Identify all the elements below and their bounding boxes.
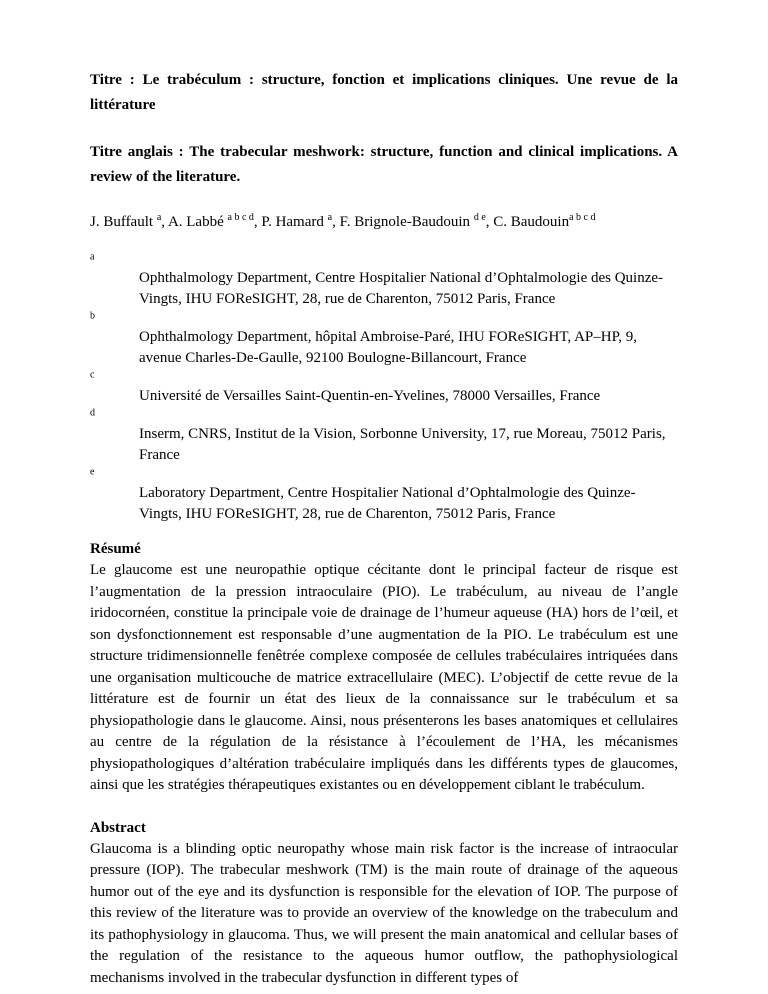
affiliations-list: [90, 251, 678, 525]
author-affiliation-marks: d e: [473, 212, 486, 223]
author-segment: [332, 214, 486, 230]
author-affiliation-marks: a b c d: [569, 212, 596, 223]
affiliation-item: [90, 310, 678, 369]
author-segment: [90, 214, 161, 230]
author-name: , A. Labbé: [161, 214, 228, 230]
abstract-heading: Abstract: [90, 819, 146, 836]
affiliation-label: b: [90, 310, 95, 322]
affiliation-label: d: [90, 407, 95, 419]
author-segment: [254, 214, 332, 230]
affiliation-text: Laboratory Department, Centre Hospitalier National d’Ophtalmologie des Quinze-Vingts, IHU FOReSIGHT, 28, rue de Charenton, 75012 Paris, France: [139, 485, 636, 522]
affiliation-label: c: [90, 369, 95, 381]
author-affiliation-marks: a b c d: [227, 212, 254, 223]
affiliation-item: [90, 369, 678, 407]
author-segment: [486, 214, 596, 230]
author-name: , F. Brignole-Baudouin: [332, 214, 474, 230]
resume-heading: Résumé: [90, 541, 141, 557]
title-english: Titre anglais : The trabecular meshwork: structure, function and clinical implications. A review of the literature.: [90, 144, 678, 185]
authors-line: [90, 212, 678, 232]
author-affiliation-marks: a: [156, 212, 162, 223]
affiliation-item: [90, 251, 678, 310]
affiliation-text: Inserm, CNRS, Institut de la Vision, Sorbonne University, 17, rue Moreau, 75012 Paris, France: [139, 426, 666, 463]
resume-paragraph: Le glaucome est une neuropathie optique cécitante dont le principal facteur de risque est l’augmentation de la pression intraoculaire (PIO). Le trabéculum, au niveau de l’angle iridocornéen, constitue la principale voie de drainage de l’humeur aqueuse (HA) hors de l’œil, et son dysfonctionnement est responsable d’une augmentation de la PIO. Le trabéculum est une structure tridimensionnelle fenêtrée complexe composée de cellules trabéculaires intriquées dans une organisation multicouche de matrice extracellulaire (MEC). L’objectif de cette revue de la littérature est de fournir un état des lieux de la connaissance sur le trabéculum et sa physiopathologie dans le glaucome. Ainsi, nous présenterons les bases anatomiques et cellulaires au centre de la régulation de la résistance à l’écoulement de l’HA, les mécanismes physiopathologiques d’altération trabéculaire impliqués dans les différents types de glaucomes, ainsi que les stratégies thérapeutiques existantes ou en développement ciblant le trabéculum.: [90, 562, 678, 793]
affiliation-text: Ophthalmology Department, hôpital Ambroise-Paré, IHU FOReSIGHT, AP–HP, 9, avenue Charles-De-Gaulle, 92100 Boulogne-Billancourt, France: [139, 329, 638, 366]
affiliation-text: Ophthalmology Department, Centre Hospitalier National d’Ophtalmologie des Quinze-Vingts, IHU FOReSIGHT, 28, rue de Charenton, 75012 Paris, France: [139, 270, 664, 307]
author-segment: [161, 214, 254, 230]
author-name: , P. Hamard: [253, 214, 328, 230]
author-name: , C. Baudouin: [485, 214, 570, 230]
affiliation-text: Université de Versailles Saint-Quentin-en-Yvelines, 78000 Versailles, France: [139, 388, 601, 404]
abstract-paragraph: Glaucoma is a blinding optic neuropathy whose main risk factor is the increase of intraocular pressure (IOP). The trabecular meshwork (TM) is the main route of drainage of the aqueous humor out of the eye and its dysfunction is responsible for the elevation of IOP. The purpose of this review of the literature was to provide an overview of the knowledge on the trabeculum and its pathophysiology in glaucoma. Thus, we will present the main anatomical and cellular bases of the regulation of the resistance to the aqueous humor outflow, the pathophysiological mechanisms involved in the trabecular dysfunction in different types of: [90, 840, 678, 986]
affiliation-label: a: [90, 251, 95, 263]
affiliation-item: [90, 466, 678, 525]
title-french: Titre : Le trabéculum : structure, fonction et implications cliniques. Une revue de la littérature: [90, 72, 678, 113]
author-affiliation-marks: a: [327, 212, 333, 223]
affiliation-item: [90, 407, 678, 466]
affiliation-label: e: [90, 466, 95, 478]
author-name: J. Buffault: [90, 214, 157, 230]
